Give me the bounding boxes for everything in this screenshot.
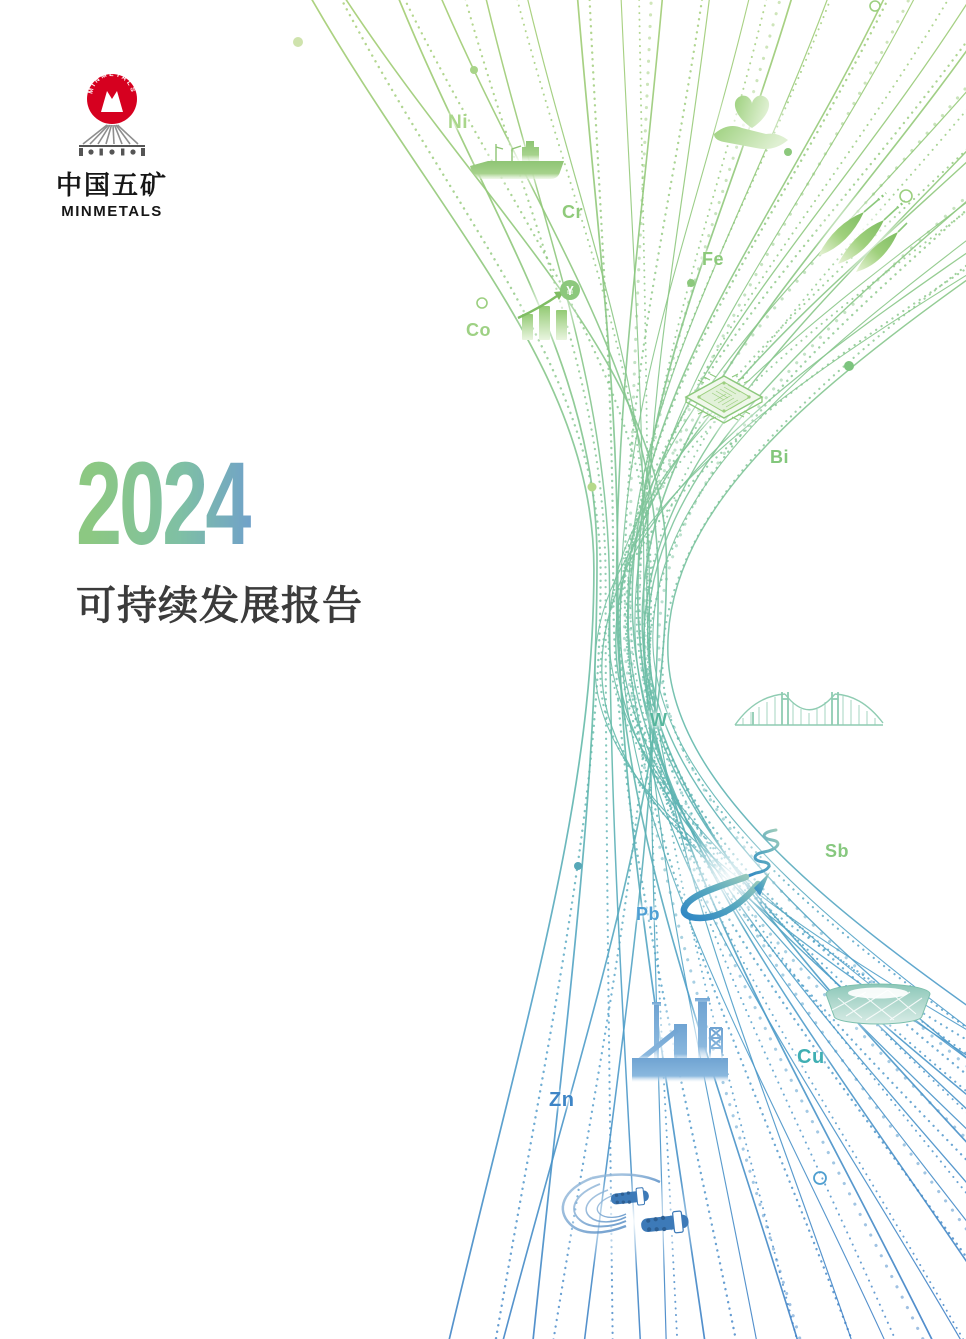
suspension-bridge-icon <box>733 682 885 741</box>
metal-label: W <box>650 710 668 730</box>
high-speed-train-icon <box>670 824 788 931</box>
growth-chart-icon <box>514 276 582 349</box>
minmetals-emblem <box>57 72 167 158</box>
haul-truck <box>610 1187 650 1208</box>
emblem-arc-text: MINMETALS <box>87 72 137 95</box>
open-pit-mine-icon <box>548 1172 714 1271</box>
accent-dots <box>293 1 912 1184</box>
emblem-base <box>79 145 145 156</box>
metal-label: Cr <box>562 202 584 222</box>
metal-label: Cu <box>797 1046 825 1068</box>
smelter-plant-icon <box>624 998 736 1091</box>
stadium-icon <box>822 980 934 1035</box>
heart-in-hand-icon <box>710 86 794 157</box>
yuan-symbol: ¥ <box>566 283 574 298</box>
grain-leaves-icon <box>812 190 908 279</box>
company-logo <box>50 72 174 220</box>
metal-label: Co <box>466 320 491 340</box>
company-name-cn: 中国五矿 <box>55 170 168 200</box>
metal-label: Sb <box>825 841 850 861</box>
emblem-fan <box>83 125 138 144</box>
haul-truck <box>640 1210 689 1236</box>
cargo-ship-icon <box>468 134 570 191</box>
cover-year: 2024 <box>76 448 277 560</box>
report-title: 可持续发展报告 <box>76 584 363 628</box>
cpu-chip-icon <box>680 370 768 439</box>
company-name-en: MINMETALS <box>61 203 163 220</box>
metal-label: Zn <box>549 1089 575 1111</box>
metal-label: Pb <box>636 904 661 924</box>
cover-title-block <box>76 438 363 631</box>
metal-label: Bi <box>770 447 789 467</box>
metal-label: Ni <box>448 112 468 133</box>
metal-label: Fe <box>702 249 725 269</box>
